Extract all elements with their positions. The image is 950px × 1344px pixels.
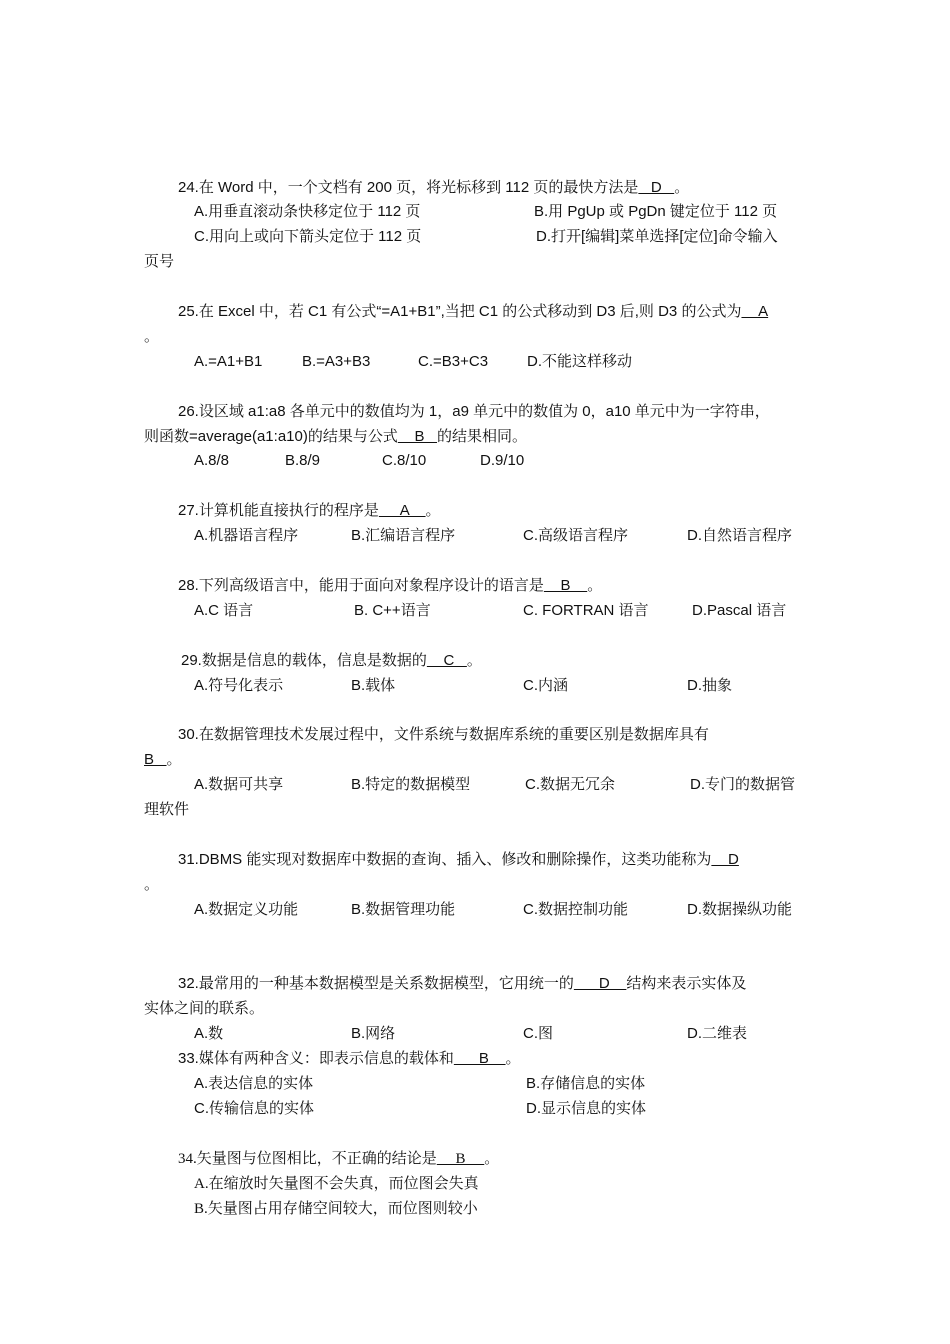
question-31-stem-end: 。	[144, 876, 160, 893]
question-31-option-c: C.数据控制功能	[523, 901, 629, 918]
question-30-option-d: D.专门的数据管	[690, 776, 796, 793]
question-24-option-b: B.用 PgUp 或 PgDn 键定位于 112 页	[534, 203, 778, 220]
answer-blank: B	[453, 1050, 506, 1067]
question-30-option-a: A.数据可共享	[194, 776, 284, 793]
question-24-option-c: C.用向上或向下箭头定位于 112 页	[194, 228, 422, 245]
question-25-option-a: A.=A1+B1	[194, 353, 263, 370]
question-26-option-b: B.8/9	[285, 452, 321, 469]
question-25-stem: 25.在 Excel 中，若 C1 有公式“=A1+B1”,当把 C1 的公式移动到 D3 后,则 D3 的公式为 A	[178, 303, 769, 320]
answer-blank: B	[397, 428, 438, 445]
question-34-stem: 34.矢量图与位图相比，不正确的结论是 B 。	[178, 1151, 500, 1167]
question-28-stem: 28.下列高级语言中，能用于面向对象程序设计的语言是 B 。	[178, 577, 603, 594]
question-27-option-a: A.机器语言程序	[194, 527, 299, 544]
question-25-option-b: B.=A3+B3	[302, 353, 371, 370]
answer-blank: B	[144, 751, 167, 768]
question-26-option-d: D.9/10	[480, 452, 525, 469]
question-34-option-b: B.矢量图占用存储空间较大，而位图则较小	[194, 1201, 478, 1217]
answer-blank: B	[543, 577, 588, 594]
question-28-option-c: C. FORTRAN 语言	[523, 602, 649, 619]
question-29-option-d: D.抽象	[687, 677, 733, 694]
question-32-option-c: C.图	[523, 1025, 554, 1042]
question-29-option-b: B.载体	[351, 677, 396, 694]
question-28-option-a: A.C 语言	[194, 602, 254, 619]
question-31-stem: 31.DBMS 能实现对数据库中数据的查询、插入、修改和删除操作，这类功能称为 D	[178, 851, 739, 868]
question-32-stem: 32.最常用的一种基本数据模型是关系数据模型，它用统一的 D 结构来表示实体及	[178, 975, 747, 992]
question-30-stem: 30.在数据管理技术发展过程中，文件系统与数据库系统的重要区别是数据库具有	[178, 726, 709, 743]
question-27-option-b: B.汇编语言程序	[351, 527, 456, 544]
question-33-option-b: B.存储信息的实体	[526, 1075, 646, 1092]
question-26-stem: 26.设区域 a1:a8 各单元中的数值均为 1，a9 单元中的数值为 0，a10 单元中为一字符串，	[178, 403, 770, 420]
question-26-option-a: A.8/8	[194, 452, 230, 469]
question-25-option-c: C.=B3+C3	[418, 353, 489, 370]
answer-blank: D	[711, 851, 739, 868]
question-33-option-d: D.显示信息的实体	[526, 1100, 647, 1117]
question-26-stem-line2: 则函数=average(a1:a10)的结果与公式 B 的结果相同。	[144, 428, 528, 445]
question-29-stem: 29.数据是信息的载体，信息是数据的 C 。	[181, 652, 482, 669]
question-25-option-d: D.不能这样移动	[527, 353, 633, 370]
question-33-option-a: A.表达信息的实体	[194, 1075, 314, 1092]
question-29-option-c: C.内涵	[523, 677, 569, 694]
question-33-stem: 33.媒体有两种含义：即表示信息的载体和 B 。	[178, 1050, 521, 1067]
question-25-stem-end: 。	[144, 328, 160, 345]
question-24-stem: 24.在 Word 中，一个文档有 200 页，将光标移到 112 页的最快方法是 D 。	[178, 179, 690, 196]
question-31-option-d: D.数据操纵功能	[687, 901, 793, 918]
question-28-option-d: D.Pascal 语言	[692, 602, 787, 619]
question-31-option-b: B.数据管理功能	[351, 901, 456, 918]
question-27-stem: 27.计算机能直接执行的程序是 A 。	[178, 502, 441, 519]
answer-blank: A	[378, 502, 426, 519]
answer-blank: D	[638, 179, 675, 196]
question-24-option-d: D.打开[编辑]菜单选择[定位]命令输入	[536, 228, 778, 245]
question-30-option-d-continued: 理软件	[144, 801, 190, 818]
question-30-stem-line2: B 。	[144, 751, 182, 768]
question-28-option-b: B. C++语言	[354, 602, 431, 619]
question-32-option-b: B.网络	[351, 1025, 396, 1042]
question-24-option-a: A.用垂直滚动条快移定位于 112 页	[194, 203, 421, 220]
answer-blank: A	[741, 303, 769, 320]
question-26-option-c: C.8/10	[382, 452, 427, 469]
answer-blank: D	[573, 975, 627, 992]
answer-blank: B	[436, 1151, 485, 1167]
question-30-option-b: B.特定的数据模型	[351, 776, 471, 793]
question-34-option-a: A.在缩放时矢量图不会失真，而位图会失真	[194, 1176, 479, 1192]
question-27-option-c: C.高级语言程序	[523, 527, 629, 544]
question-27-option-d: D.自然语言程序	[687, 527, 793, 544]
question-33-option-c: C.传输信息的实体	[194, 1100, 315, 1117]
question-32-option-a: A.数	[194, 1025, 224, 1042]
question-24-option-d-continued: 页号	[144, 253, 175, 270]
question-30-option-c: C.数据无冗余	[525, 776, 616, 793]
question-29-option-a: A.符号化表示	[194, 677, 284, 694]
question-32-option-d: D.二维表	[687, 1025, 748, 1042]
question-31-option-a: A.数据定义功能	[194, 901, 299, 918]
answer-blank: C	[426, 652, 467, 669]
question-32-stem-line2: 实体之间的联系。	[144, 1000, 265, 1017]
